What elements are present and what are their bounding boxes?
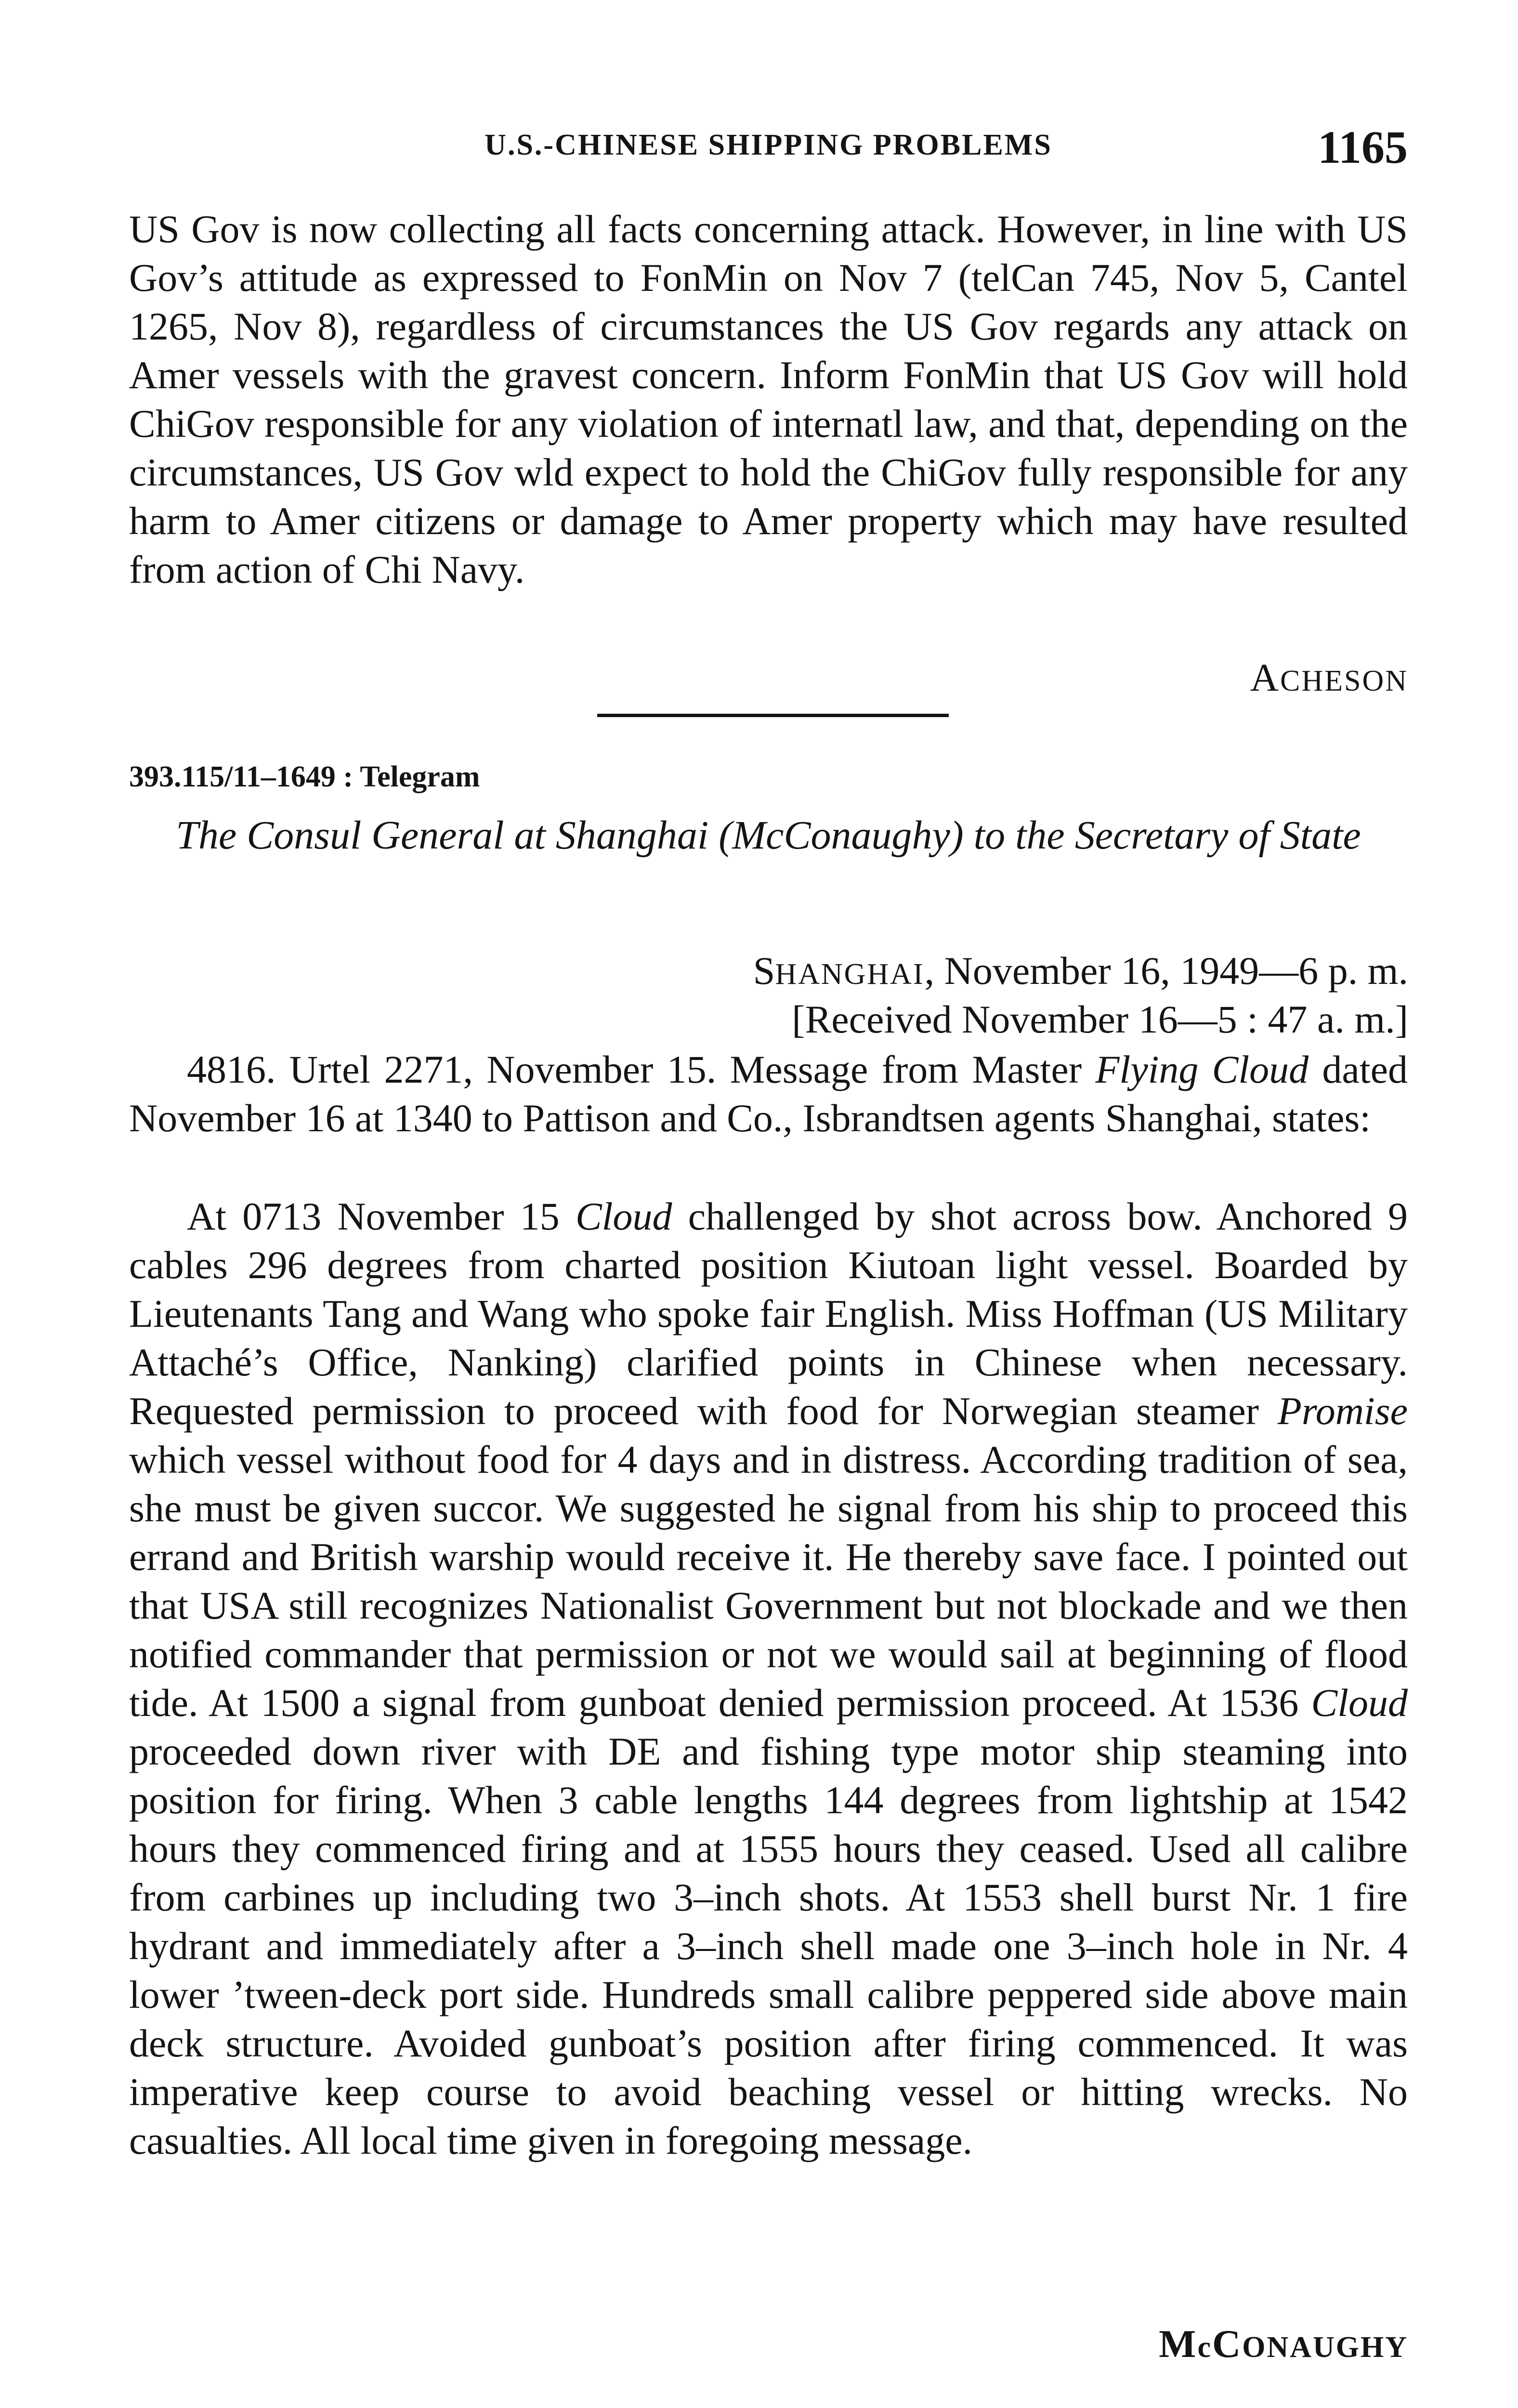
ship-name-cloud-1: Cloud: [576, 1194, 672, 1238]
signature2-initial2: C: [1212, 2322, 1243, 2366]
document-reference: 393.115/11–1649 : Telegram: [129, 760, 480, 793]
signature-acheson: [1250, 655, 1408, 700]
paragraph-telegram-intro: [129, 1045, 1408, 1142]
signature2-small-c: c: [1197, 2331, 1212, 2364]
dateline-received: [Received November 16—5 : 47 a. m.]: [792, 997, 1408, 1041]
intro-text-1: 4816. Urtel 2271, November 15. Message from Master: [187, 1047, 1096, 1091]
paragraph-instructions: US Gov is now collecting all facts concerning attack. However, in line with US Gov’s attitude as expressed to FonMin on Nov 7 (telCan 745, Nov 5, Cantel 1265, Nov 8), regardless of circumstances the US Gov regards any attack on Amer vessels with the gravest concern. Inform FonMin that US Gov will hold ChiGov responsible for any violation of internatl law, and that, depending on the circumstances, US Gov wld expect to hold the ChiGov fully responsible for any harm to Amer citizens or damage to Amer property which may have resulted from action of Chi Navy.: [129, 207, 1408, 591]
message-text-2: challenged by shot across bow. Anchored 9 cables 296 degrees from charted position Kiutoan light vessel. Boarded by Lieutenants Tang and Wang who spoke fair English. Miss Hoffman (US Military Attaché’s Office, Nanking) clarified points in Chinese when necessary. Requested permission to proceed with food for Norwegian steamer: [129, 1194, 1408, 1433]
running-title: U.S.-CHINESE SHIPPING PROBLEMS: [484, 129, 1052, 161]
signature-initial: A: [1250, 655, 1280, 699]
signature2-rest: ONAUGHY: [1242, 2331, 1408, 2364]
dateline-date: , November 16, 1949—6 p. m.: [924, 949, 1408, 993]
page-number: 1165: [1318, 121, 1408, 173]
ship-name-flying-cloud: Flying Cloud: [1095, 1047, 1309, 1091]
ship-name-cloud-2: Cloud: [1311, 1681, 1408, 1725]
message-text-4: proceeded down river with DE and fishing type motor ship steaming into position for firing. When 3 cable lengths 144 degrees from lightship at 1542 hours they commenced firing and at 1555 hours they ceased. Used all calibre from carbines up including two 3–inch shots. At 1553 shell burst Nr. 1 fire hydrant and immediately after a 3–inch shell made one 3–inch hole in Nr. 4 lower ’tween-deck port side. Hundreds small calibre peppered side above main deck structure. Avoided gunboat’s position after firing commenced. It was imperative keep course to avoid beaching vessel or hitting wrecks. No casualties. All local time given in foregoing message.: [129, 1729, 1408, 2162]
message-text-1: At 0713 November 15: [187, 1194, 576, 1238]
ship-name-promise: Promise: [1277, 1389, 1408, 1433]
dateline-place-date: [589, 946, 1408, 999]
paragraph-master-message: [129, 1192, 1408, 2165]
message-text-3: which vessel without food for 4 days and in distress. According tradition of sea, she must be given succor. We suggested he signal from his ship to proceed this errand and British warship would receive it. He thereby save face. I pointed out that USA still recognizes Nationalist Government but not blockade and we then notified commander that permission or not we would sail at beginning of flood tide. At 1500 a signal from gunboat denied permission proceed. At 1536: [129, 1438, 1408, 1725]
section-divider: [597, 714, 949, 717]
running-head: [129, 120, 1408, 173]
signature-mcconaughy: [1159, 2321, 1408, 2367]
document-heading: The Consul General at Shanghai (McConaughy) to the Secretary of State: [176, 813, 1361, 858]
signature-rest: CHESON: [1280, 665, 1408, 697]
signature2-initial: M: [1159, 2322, 1198, 2366]
dateline-place-rest: HANGHAI: [775, 958, 925, 991]
dateline-place-initial: S: [753, 949, 775, 993]
intro-text-2: dated November 16 at 1340 to Pattison and Co., Isbrandtsen agents Shanghai, states:: [129, 1047, 1408, 1140]
